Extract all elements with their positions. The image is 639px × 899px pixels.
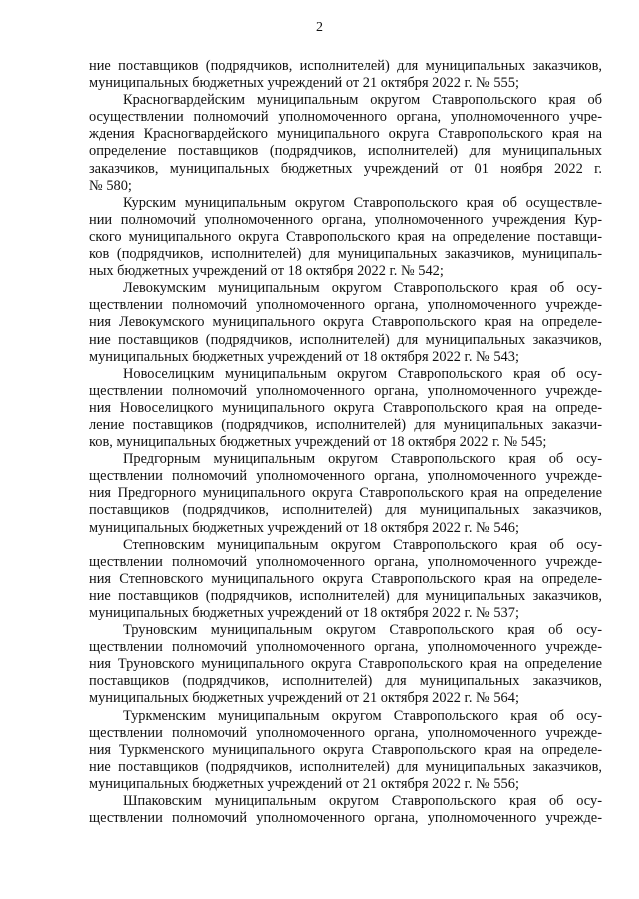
text-line: ществлении полномочий уполномоченного органа, уполномоченного учрежде- [89, 297, 602, 314]
text-line: муниципальных бюджетных учреждений от 18 октября 2022 г. № 543; [89, 348, 519, 365]
text-line: ния Новоселицкого муниципального округа Ставропольского края на опреде- [89, 399, 602, 416]
text-line: Шпаковским муниципальным округом Ставропольского края об осу- [123, 793, 602, 810]
text-line: Красногвардейским муниципальным округом Ставропольского края об [123, 92, 602, 109]
text-line: ния Степновского муниципального округа Ставропольского края на определе- [89, 570, 602, 587]
paragraph [89, 195, 602, 280]
paragraph [89, 793, 602, 827]
text-line: муниципальных бюджетных учреждений от 21 октября 2022 г. № 555; [89, 75, 519, 92]
text-line: ных бюджетных учреждений от 18 октября 2022 г. № 542; [89, 263, 444, 280]
text-line: муниципальных бюджетных учреждений от 21 октября 2022 г. № 564; [89, 690, 519, 707]
text-line: Труновским муниципальным округом Ставропольского края об осу- [123, 622, 602, 639]
text-line: осуществлении полномочий уполномоченного органа, уполномоченного учре- [89, 109, 602, 126]
text-line: ского муниципального округа Ставропольского края на определение поставщи- [89, 228, 602, 245]
text-line: ние поставщиков (подрядчиков, исполнителей) для муниципальных заказчиков, [89, 758, 602, 775]
text-line: ление поставщиков (подрядчиков, исполнителей) для муниципальных заказчи- [89, 416, 602, 433]
text-line: ществлении полномочий уполномоченного органа, уполномоченного учрежде- [89, 724, 602, 741]
text-line: муниципальных бюджетных учреждений от 21 октября 2022 г. № 556; [89, 775, 519, 792]
text-line: поставщиков (подрядчиков, исполнителей) для муниципальных заказчиков, [89, 502, 602, 519]
paragraph [89, 537, 602, 622]
text-line: ние поставщиков (подрядчиков, исполнителей) для муниципальных заказчиков, [89, 58, 602, 74]
paragraph [89, 708, 602, 793]
text-line: Предгорным муниципальным округом Ставропольского края об осу- [123, 451, 602, 468]
text-line: ния Предгорного муниципального округа Ставропольского края на определение [89, 485, 602, 502]
text-line: ществлении полномочий уполномоченного органа, уполномоченного учрежде- [89, 639, 602, 656]
paragraph [89, 366, 602, 451]
text-line: Туркменским муниципальным округом Ставропольского края об осу- [123, 707, 602, 724]
document-body [89, 58, 602, 827]
text-line: № 580; [89, 177, 132, 194]
text-line: ждения Красногвардейского муниципального округа Ставропольского края на [89, 126, 602, 143]
text-line: ния Левокумского муниципального округа Ставропольского края на определе- [89, 314, 602, 331]
paragraph [89, 92, 602, 195]
text-line: муниципальных бюджетных учреждений от 18 октября 2022 г. № 546; [89, 519, 519, 536]
paragraph [89, 451, 602, 536]
text-line: Степновским муниципальным округом Ставропольского края об осу- [123, 536, 602, 553]
text-line: Новоселицким муниципальным округом Ставропольского края об осу- [123, 365, 602, 382]
text-line: ков (подрядчиков, исполнителей) для муниципальных заказчиков, муниципаль- [89, 246, 602, 263]
text-line: ществлении полномочий уполномоченного органа, уполномоченного учрежде- [89, 553, 602, 570]
text-line: Курским муниципальным округом Ставропольского края об осуществле- [123, 194, 602, 211]
text-line: ществлении полномочий уполномоченного органа, уполномоченного учрежде- [89, 810, 602, 827]
text-line: поставщиков (подрядчиков, исполнителей) для муниципальных заказчиков, [89, 673, 602, 690]
text-line: ния Труновского муниципального округа Ставропольского края на определение [89, 656, 602, 673]
text-line: ние поставщиков (подрядчиков, исполнителей) для муниципальных заказчиков, [89, 331, 602, 348]
paragraph [89, 280, 602, 365]
text-line: ков, муниципальных бюджетных учреждений от 18 октября 2022 г. № 545; [89, 434, 547, 451]
text-line: нии полномочий уполномоченного органа, уполномоченного учреждения Кур- [89, 211, 602, 228]
text-line: ния Туркменского муниципального округа Ставропольского края на определе- [89, 741, 602, 758]
paragraph [89, 622, 602, 707]
text-line: заказчиков, муниципальных бюджетных учреждений от 01 ноября 2022 г. [89, 160, 602, 177]
text-line: муниципальных бюджетных учреждений от 18 октября 2022 г. № 537; [89, 605, 519, 621]
text-line: ществлении полномочий уполномоченного органа, уполномоченного учрежде- [89, 382, 602, 399]
page-number: 2 [316, 20, 323, 35]
paragraph [89, 58, 602, 92]
text-line: определение поставщиков (подрядчиков, исполнителей) для муниципальных [89, 143, 602, 160]
text-line: Левокумским муниципальным округом Ставропольского края об осу- [123, 280, 602, 297]
text-line: ние поставщиков (подрядчиков, исполнителей) для муниципальных заказчиков, [89, 587, 602, 604]
text-line: ществлении полномочий уполномоченного органа, уполномоченного учрежде- [89, 468, 602, 485]
